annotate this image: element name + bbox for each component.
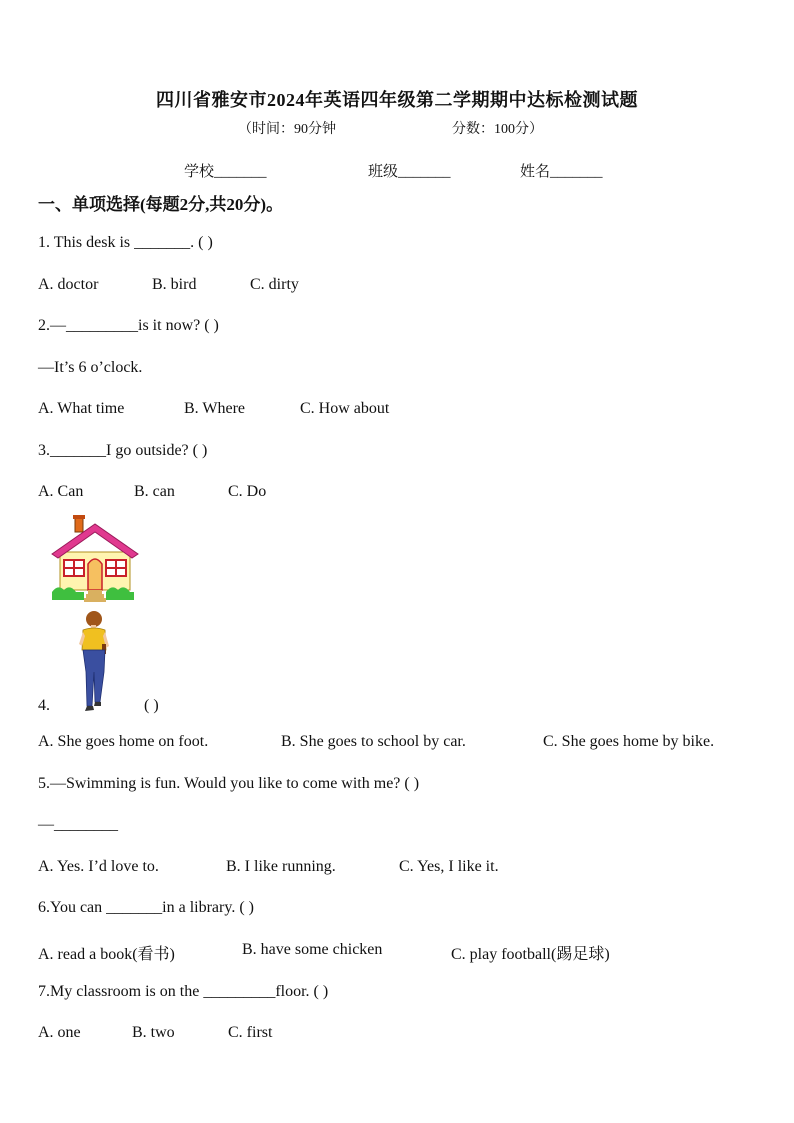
q1-option-a: A. doctor (38, 276, 99, 293)
q7-option-c: C. first (228, 1024, 273, 1041)
q4-option-c: C. She goes home by bike. (543, 733, 715, 750)
q3-option-b: B. can (134, 483, 175, 500)
section-heading: 一、单项选择(每题2分,共20分)。 (38, 195, 284, 214)
exam-time: （时间：90分钟 (238, 122, 336, 137)
exam-score: 分数：100分） (452, 122, 543, 137)
q4-option-b: B. She goes to school by car. (281, 733, 466, 750)
q7-option-b: B. two (132, 1024, 175, 1041)
question-3-stem: 3._______I go outside? ( ) (38, 442, 208, 459)
question-7-stem: 7.My classroom is on the _________floor. ( ) (38, 983, 329, 1000)
q3-option-c: C. Do (228, 483, 267, 500)
school-field: 学校_______ (184, 164, 267, 180)
question-1-stem: 1. This desk is _______. ( ) (38, 234, 213, 251)
question-2-reply: —It’s 6 o’clock. (38, 359, 143, 376)
q6-option-c: C. play football(踢足球) (451, 946, 610, 963)
question-2-stem: 2.—_________is it now? ( ) (38, 317, 219, 334)
house-illustration (50, 514, 140, 606)
q4-option-a: A. She goes home on foot. (38, 733, 209, 750)
q2-option-b: B. Where (184, 400, 246, 417)
q6-option-a: A. read a book(看书) (38, 946, 175, 963)
q5-option-c: C. Yes, I like it. (399, 858, 499, 875)
q3-option-a: A. Can (38, 483, 84, 500)
name-field: 姓名_______ (520, 164, 603, 180)
walking-girl-illustration (74, 610, 114, 714)
class-field: 班级_______ (368, 164, 451, 180)
q2-option-c: C. How about (300, 400, 390, 417)
q6-option-b: B. have some chicken (242, 941, 383, 958)
page-title: 四川省雅安市2024年英语四年级第二学期期中达标检测试题 (156, 90, 638, 110)
question-5-reply: —________ (38, 816, 118, 833)
q5-option-a: A. Yes. I’d love to. (38, 858, 159, 875)
question-5-stem: 5.—Swimming is fun. Would you like to come with me? ( ) (38, 775, 420, 792)
question-6-stem: 6.You can _______in a library. ( ) (38, 899, 254, 916)
q7-option-a: A. one (38, 1024, 81, 1041)
q1-option-c: C. dirty (250, 276, 299, 293)
q1-option-b: B. bird (152, 276, 197, 293)
q2-option-a: A. What time (38, 400, 125, 417)
q5-option-b: B. I like running. (226, 858, 336, 875)
question-4-stem: 4. (38, 697, 50, 714)
question-4-paren: ( ) (144, 697, 159, 714)
